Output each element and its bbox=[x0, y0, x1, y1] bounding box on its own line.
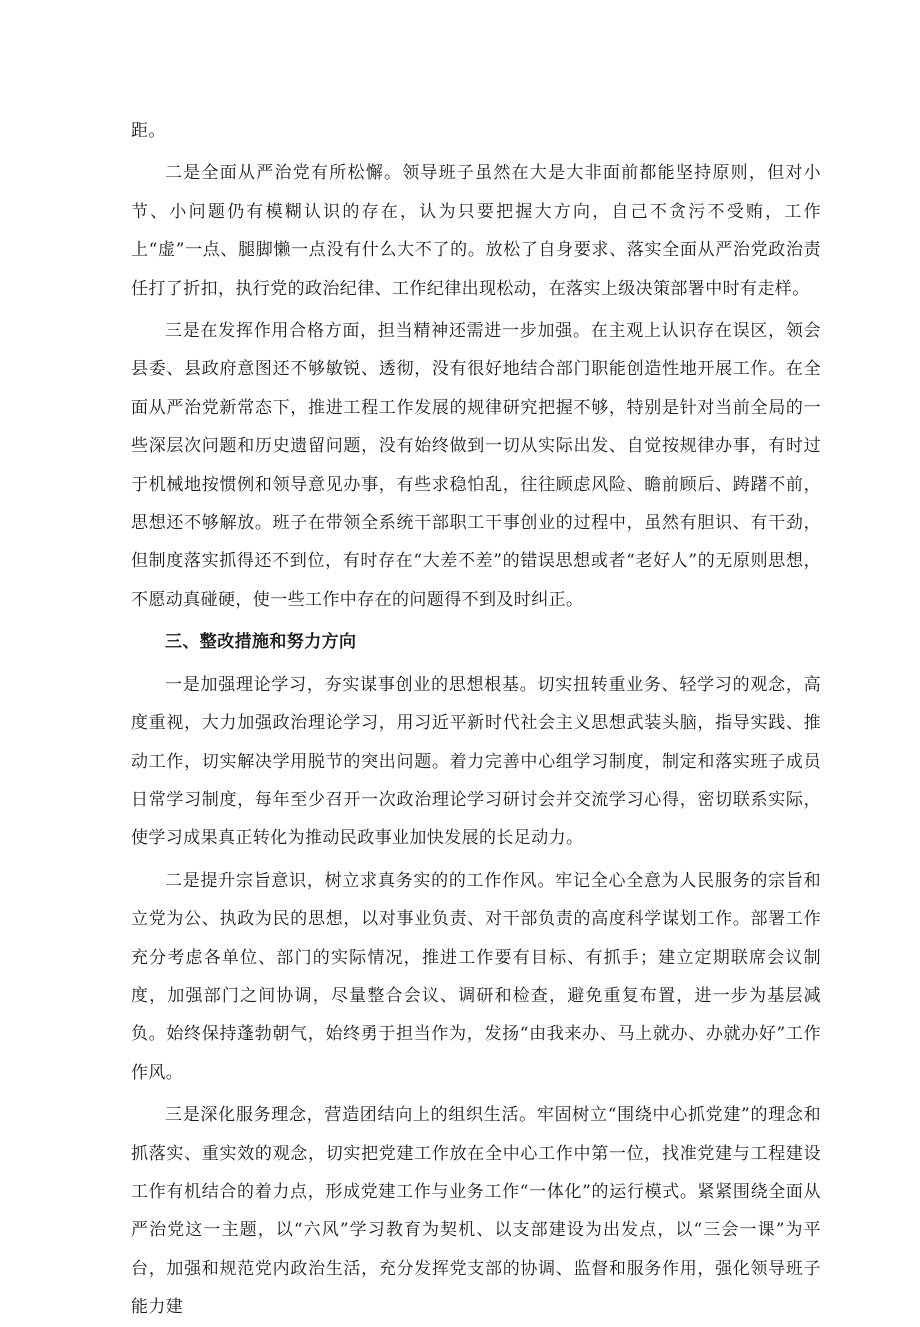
paragraph-work-style: 二是提升宗旨意识，树立求真务实的的工作作风。牢记全心全意为人民服务的宗旨和立党为公、执政为民的思想，以对事业负责、对干部负责的高度科学谋划工作。部署工作充分考虑各单位、部门的实际情况，推进工作要有目标、有抓手；建立定期联席会议制度，加强部门之间协调，尽量整合会议、调研和检查，避免重复布置，进一步为基层减负。始终保持蓬勃朝气，始终勇于担当作为，发扬“由我来办、马上就办、办就办好”工作作风。 bbox=[131, 870, 821, 1083]
paragraph-responsibility: 三是在发挥作用合格方面，担当精神还需进一步加强。在主观上认识存在误区，领会县委、县政府意图还不够敏锐、透彻，没有很好地结合部门职能创造性地开展工作。在全面从严治党新常态下，推进工程工作发展的规律研究把握不够，特别是针对当前全局的一些深层次问题和历史遗留问题，没有始终做到一切从实际出发、自觉按规律办事，有时过于机械地按惯例和领导意见办事，有些求稳怕乱，往往顾虑风险、瞻前顾后、踌躇不前，思想还不够解放。班子在带领全系统干部职工干事创业的过程中，虽然有胆识、有干劲，但制度落实抓得还不到位，有时存在“大差不差”的错误思想或者“老好人”的无原则思想，不愿动真碰硬，使一些工作中存在的问题得不到及时纠正。 bbox=[131, 321, 821, 610]
paragraph-continuation: 距。 bbox=[131, 121, 166, 141]
paragraph-party-discipline: 二是全面从严治党有所松懈。领导班子虽然在大是大非面前都能坚持原则，但对小节、小问题仍有模糊认识的存在，认为只要把握大方向，自己不贪污不受贿，工作上“虚”一点、腿脚懒一点没有什么大不了的。放松了自身要求、落实全面从严治党政治责任打了折扣，执行党的政治纪律、工作纪律出现松动，在落实上级决策部署中时有走样。 bbox=[131, 163, 821, 299]
section-heading: 三、整改措施和努力方向 bbox=[165, 632, 357, 653]
document-body bbox=[131, 112, 821, 1327]
paragraph-service-concept: 三是深化服务理念，营造团结向上的组织生活。牢固树立“围绕中心抓党建”的理念和抓落实、重实效的观念，切实把党建工作放在全中心工作中第一位，找准党建与工程建设工作有机结合的着力点，形成党建工作与业务工作“一体化”的运行模式。紧紧围绕全面从严治党这一主题，以“六风”学习教育为契机、以支部建设为出发点，以“三会一课”为平台，加强和规范党内政治生活，充分发挥党支部的协调、监督和服务作用，强化领导班子能力建 bbox=[131, 1105, 821, 1318]
paragraph-theory-study: 一是加强理论学习，夯实谋事创业的思想根基。切实扭转重业务、轻学习的观念，高度重视，大力加强政治理论学习，用习近平新时代社会主义思想武装头脑，指导实践、推动工作，切实解决学用脱节的突出问题。着力完善中心组学习制度，制定和落实班子成员日常学习制度，每年至少召开一次政治理论学习研讨会并交流学习心得，密切联系实际，使学习成果真正转化为推动民政事业加快发展的长足动力。 bbox=[131, 674, 821, 849]
